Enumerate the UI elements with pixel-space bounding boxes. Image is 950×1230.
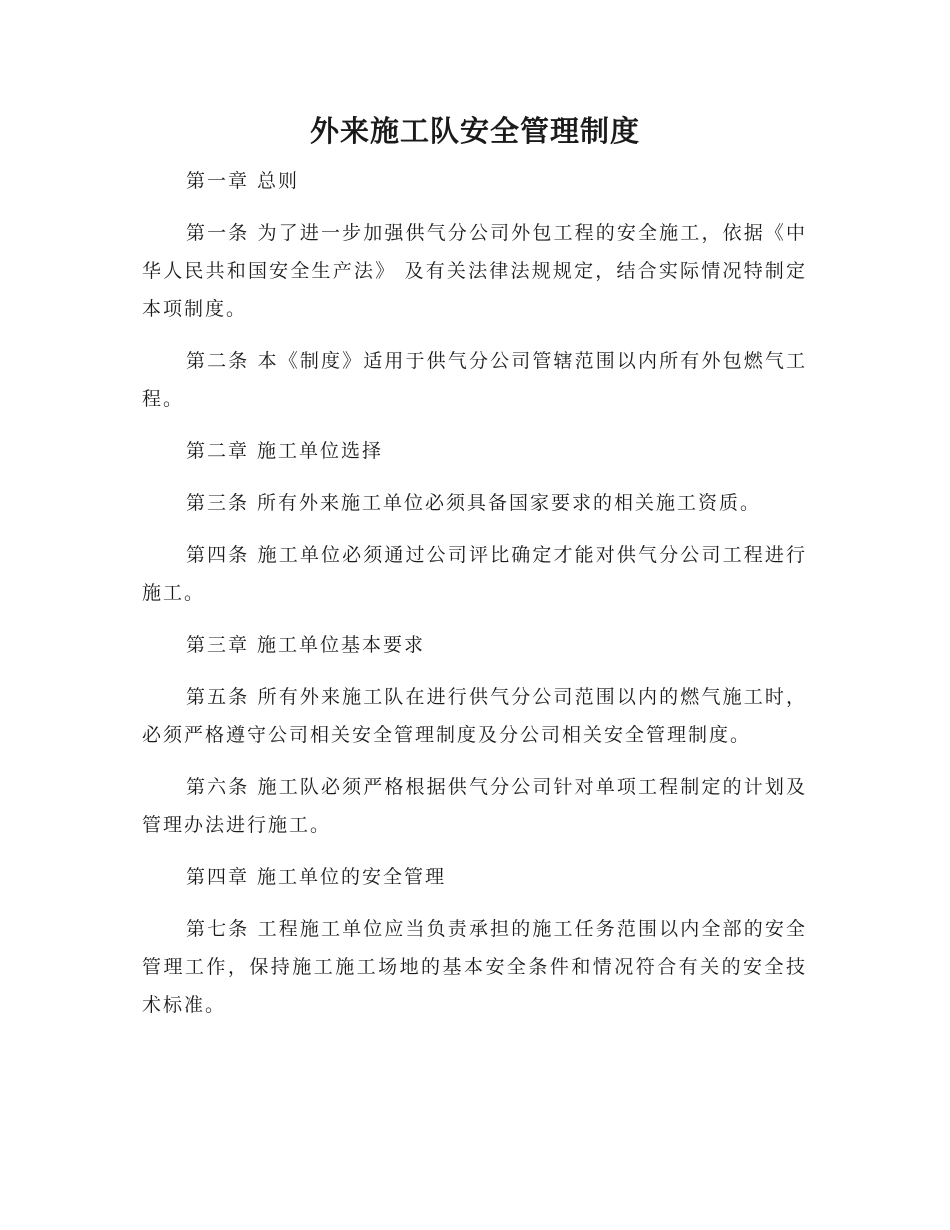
article-paragraph: 第六条 施工队必须严格根据供气分公司针对单项工程制定的计划及管理办法进行施工。 <box>142 776 807 836</box>
document-body <box>142 162 807 1038</box>
document-title: 外来施工队安全管理制度 <box>309 114 640 148</box>
article-paragraph: 第四条 施工单位必须通过公司评比确定才能对供气分公司工程进行施工。 <box>142 544 807 604</box>
chapter-heading: 第一章 总则 <box>186 170 300 192</box>
article-paragraph: 第五条 所有外来施工队在进行供气分公司范围以内的燃气施工时，必须严格遵守公司相关安全管理制度及分公司相关安全管理制度。 <box>142 686 807 746</box>
chapter-heading: 第二章 施工单位选择 <box>186 440 384 462</box>
article-paragraph: 第一条 为了进一步加强供气分公司外包工程的安全施工，依据《中华人民共和国安全生产法》 及有关法律法规规定，结合实际情况特制定本项制度。 <box>142 222 807 320</box>
article-paragraph: 第七条 工程施工单位应当负责承担的施工任务范围以内全部的安全管理工作，保持施工施工场地的基本安全条件和情况符合有关的安全技术标准。 <box>142 918 807 1016</box>
article-paragraph: 第二条 本《制度》适用于供气分公司管辖范围以内所有外包燃气工程。 <box>142 350 807 410</box>
chapter-heading: 第三章 施工单位基本要求 <box>186 634 426 656</box>
article-paragraph: 第三条 所有外来施工单位必须具备国家要求的相关施工资质。 <box>186 492 762 514</box>
chapter-heading: 第四章 施工单位的安全管理 <box>186 866 447 888</box>
